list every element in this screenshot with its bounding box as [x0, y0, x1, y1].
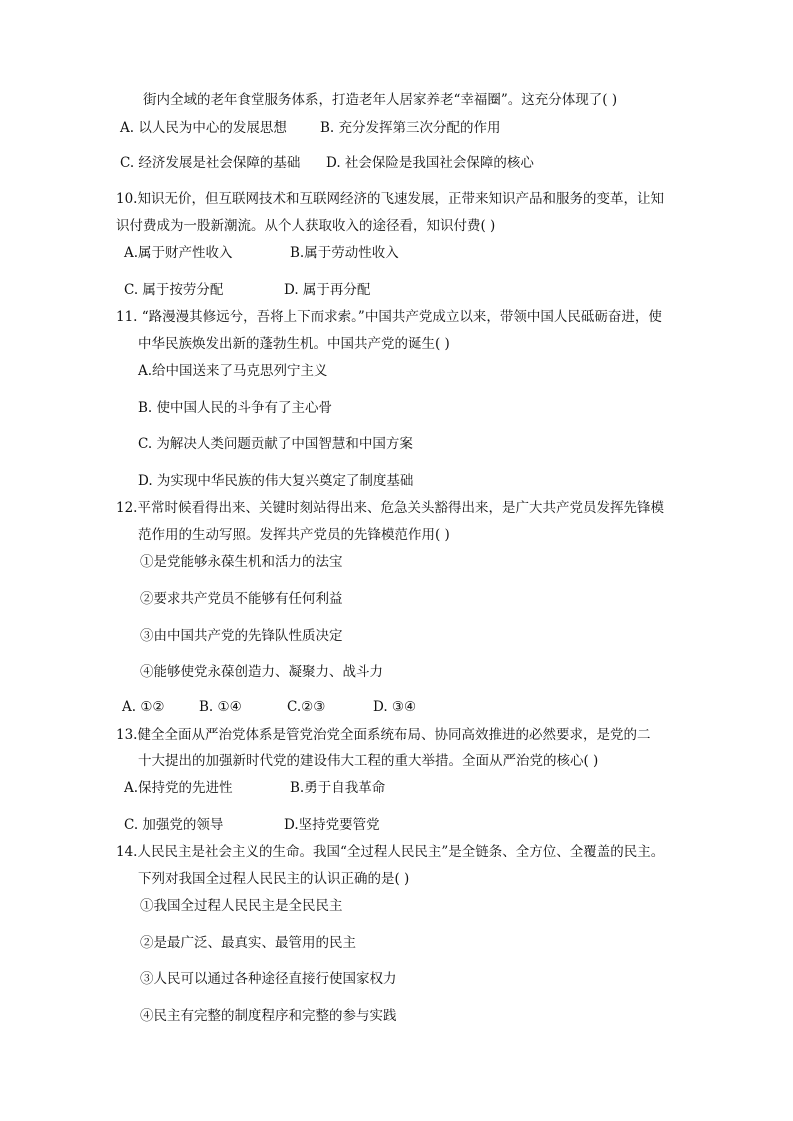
q10-option-b: B.属于劳动性收入 — [290, 245, 399, 261]
q13-option-d: D.坚持党要管党 — [284, 817, 380, 833]
q13-stem-line2: 十大提出的加强新时代党的建设伟大工程的重大举措。全面从严治党的核心( ) — [138, 753, 599, 769]
q10-stem-line2: 识付费成为一股新潮流。从个人获取收入的途径看，知识付费( ) — [116, 218, 496, 234]
q12-statement-3: ③由中国共产党的先锋队性质决定 — [140, 628, 343, 644]
q10-option-a: A.属于财产性收入 — [124, 245, 233, 261]
q14-stem-line1: 14.人民民主是社会主义的生命。我国“全过程人民民主”是全链条、全方位、全覆盖的民主。 — [116, 844, 665, 860]
q14-statement-3: ③人民可以通过各种途径直接行使国家权力 — [140, 971, 397, 987]
q13-option-a: A.保持党的先进性 — [124, 780, 233, 796]
q9-option-a: A. 以人民为中心的发展思想 — [120, 120, 287, 136]
q14-stem-line2: 下列对我国全过程人民民主的认识正确的是( ) — [138, 871, 410, 887]
q11-stem-line2: 中华民族焕发出新的蓬勃生机。中国共产党的诞生( ) — [138, 336, 450, 352]
q13-option-b: B.勇于自我革命 — [290, 780, 386, 796]
q11-option-d: D. 为实现中华民族的伟大复兴奠定了制度基础 — [138, 473, 414, 489]
q12-option-d: D. ③④ — [373, 699, 417, 715]
q13-stem-line1: 13.健全全面从严治党体系是管党治党全面系统布局、协同高效推进的必然要求，是党的二 — [116, 727, 651, 743]
q11-option-c: C. 为解决人类问题贡献了中国智慧和中国方案 — [138, 436, 413, 452]
q9-option-c: C. 经济发展是社会保障的基础 — [120, 155, 301, 171]
q12-option-a: A. ①② — [122, 699, 165, 715]
q10-stem-line1: 10.知识无价，但互联网技术和互联网经济的飞速发展，正带来知识产品和服务的变革，让知 — [116, 191, 664, 207]
q9-stem-continuation: 街内全域的老年食堂服务体系，打造老年人居家养老“幸福圈”。这充分体现了( ) — [143, 92, 618, 108]
q14-statement-4: ④民主有完整的制度程序和完整的参与实践 — [140, 1008, 397, 1024]
q11-option-b: B. 使中国人民的斗争有了主心骨 — [138, 400, 333, 416]
q10-option-c: C. 属于按劳分配 — [124, 282, 224, 298]
q11-stem-line1: 11. “路漫漫其修远兮，吾将上下而求索。”中国共产党成立以来，带领中国人民砥砺奋进，使 — [116, 309, 662, 325]
q10-option-d: D. 属于再分配 — [284, 282, 371, 298]
q14-statement-2: ②是最广泛、最真实、最管用的民主 — [140, 935, 356, 951]
q9-option-d: D. 社会保险是我国社会保障的核心 — [326, 155, 534, 171]
q12-statement-2: ②要求共产党员不能够有任何利益 — [140, 591, 343, 607]
q14-statement-1: ①我国全过程人民民主是全民民主 — [140, 898, 343, 914]
q12-stem-line1: 12.平常时候看得出来、关键时刻站得出来、危急关头豁得出来，是广大共产党员发挥先锋模 — [116, 500, 664, 516]
q12-stem-line2: 范作用的生动写照。发挥共产党员的先锋模范作用( ) — [138, 527, 450, 543]
q12-statement-4: ④能够使党永葆创造力、凝聚力、战斗力 — [140, 664, 383, 680]
q12-option-c: C.②③ — [287, 699, 326, 715]
q12-statement-1: ①是党能够永葆生机和活力的法宝 — [140, 554, 343, 570]
q12-option-b: B. ①④ — [199, 699, 242, 715]
q9-option-b: B. 充分发挥第三次分配的作用 — [320, 120, 501, 136]
q13-option-c: C. 加强党的领导 — [124, 817, 224, 833]
q11-option-a: A.给中国送来了马克思列宁主义 — [138, 363, 328, 379]
